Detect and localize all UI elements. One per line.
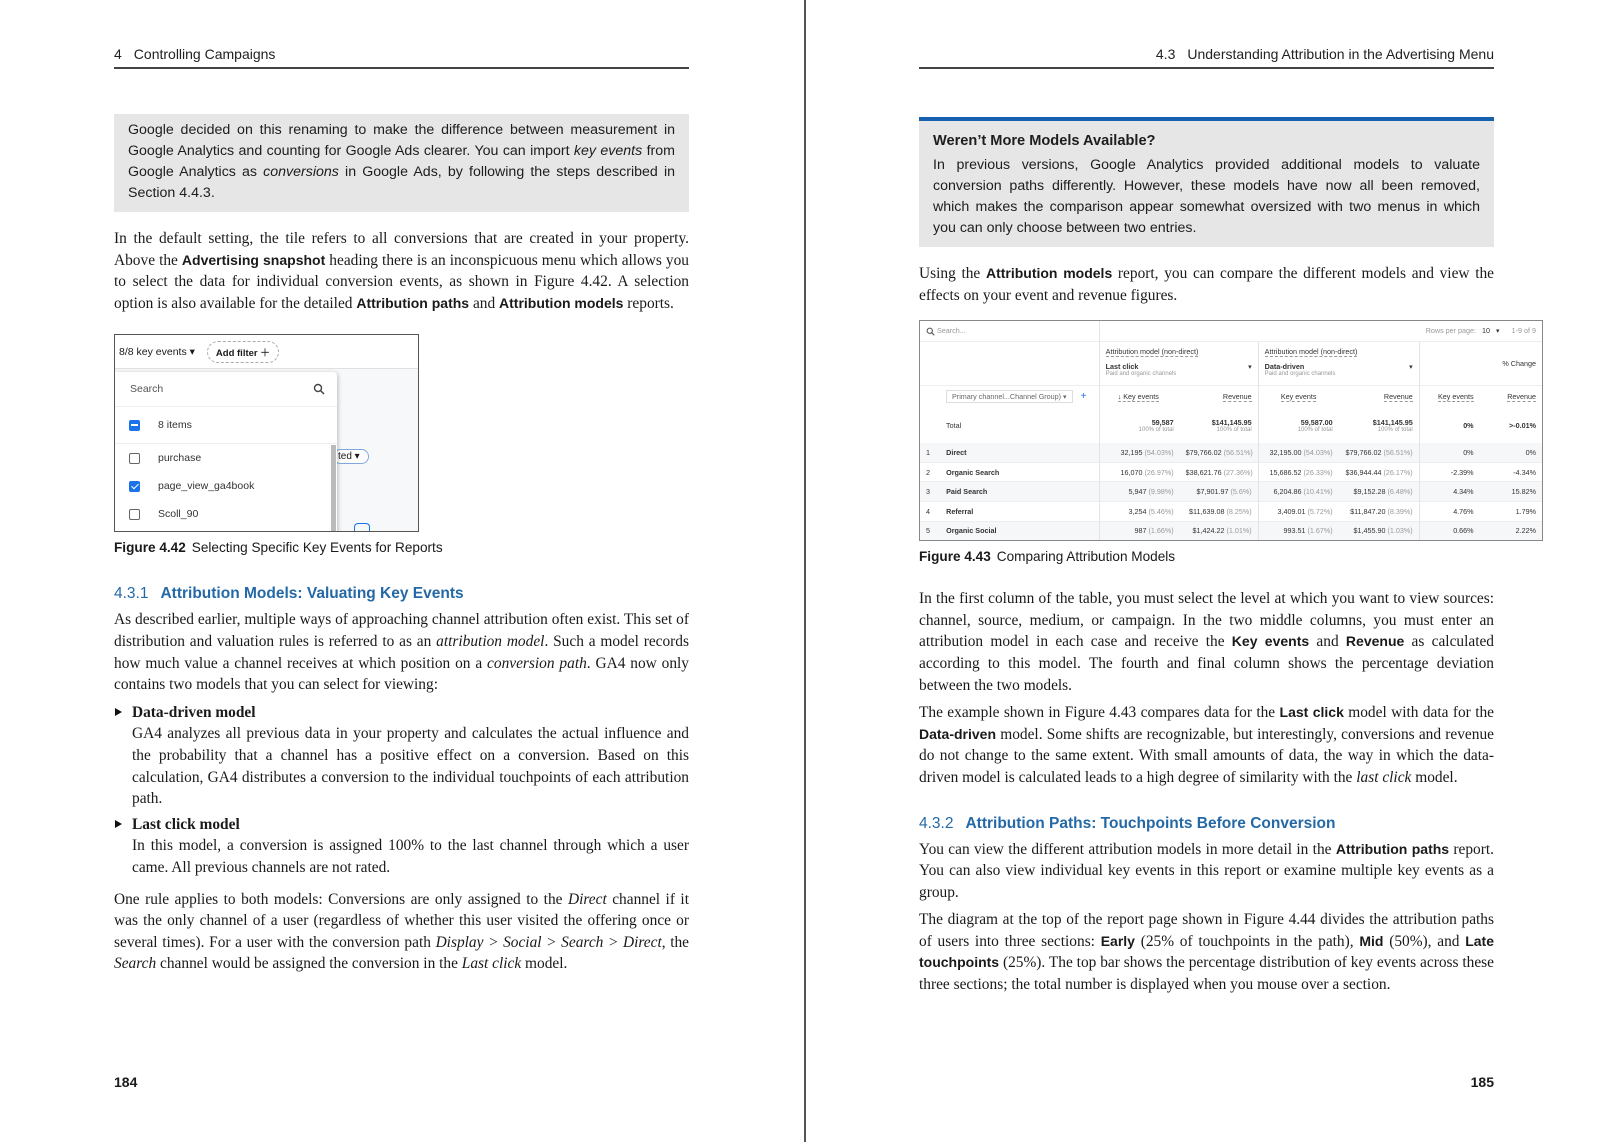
caption-number: Figure 4.42	[114, 540, 186, 556]
section-heading	[919, 815, 1494, 833]
add-filter-button[interactable]: Add filter ＋	[207, 341, 279, 363]
row-index: 2	[920, 462, 940, 482]
body-text	[919, 263, 1494, 306]
text: In the default setting, the tile refers to all conversions that are created in your property. Above the	[114, 230, 689, 269]
cell-value: 32,195.00	[1269, 447, 1302, 457]
text: model with data for the	[1343, 704, 1494, 722]
ui-term: Attribution paths	[1335, 840, 1450, 857]
text: . Such a model records how much value a channel receives at which position on a	[114, 632, 689, 672]
text: model.	[1411, 768, 1458, 786]
total-value: 59,587.00	[1300, 417, 1333, 427]
term: last click	[1356, 768, 1412, 786]
text: model.	[521, 955, 568, 973]
col-header: ↓ Key events	[1117, 391, 1159, 401]
cell-value: $7,901.97	[1196, 487, 1229, 497]
ui-term: Attribution models	[985, 265, 1113, 281]
section-heading	[114, 585, 689, 603]
body-text	[919, 839, 1494, 996]
ui-term: Late touchpoints	[919, 932, 1494, 971]
table-row[interactable]	[920, 462, 1542, 482]
paragraph	[114, 889, 689, 975]
scrollbar[interactable]	[331, 445, 336, 532]
total-change: >-0.01%	[1509, 420, 1536, 430]
term: Last click	[461, 955, 522, 973]
pct-of-total: 100% of total	[1377, 426, 1413, 433]
note-italic: key events	[573, 143, 643, 159]
col-key-events[interactable]	[1419, 385, 1479, 407]
row-index: 5	[920, 521, 940, 540]
cell-value: 3,409.01	[1277, 506, 1306, 516]
model-b-selector[interactable]	[1258, 341, 1419, 385]
text: report, you can compare the different models and view the effects on your event and revenue figures.	[919, 265, 1495, 304]
col-key-events[interactable]	[1258, 385, 1339, 407]
paragraph	[114, 609, 689, 695]
text: As described earlier, multiple ways of approaching channel attribution often exist. This set of distribution and valuation rules is referred to as an	[114, 611, 689, 650]
running-head	[114, 46, 689, 69]
cell-change: 4.76%	[1419, 501, 1479, 521]
cell-change: -2.39%	[1419, 462, 1479, 482]
list-item	[114, 702, 689, 810]
model-name: Last click	[1105, 361, 1139, 371]
term: Direct	[567, 890, 607, 908]
ui-term: Attribution models	[499, 294, 624, 311]
text: One rule applies to both models: Conversions are only assigned to the	[114, 890, 568, 908]
chevron-down-icon[interactable]: ▾	[1248, 361, 1252, 371]
ui-term: Data-driven	[919, 725, 997, 742]
note-box	[114, 114, 689, 212]
cell-pct: (8.39%)	[1387, 506, 1413, 516]
text: reports.	[623, 294, 674, 312]
table-row[interactable]	[920, 521, 1542, 540]
figure-caption	[114, 540, 689, 555]
cell-change: -4.34%	[1480, 462, 1542, 482]
cell-value: 32,195	[1120, 447, 1143, 457]
ui-term: Revenue	[1345, 633, 1405, 650]
model-header: Attribution model (non-direct)	[1105, 346, 1199, 356]
info-box-title: Weren’t More Models Available?	[933, 133, 1156, 149]
chevron-down-icon[interactable]: ▾	[1409, 361, 1413, 371]
figure-caption	[919, 549, 1494, 564]
term: attribution model	[436, 632, 545, 650]
col-header: Revenue	[1222, 391, 1252, 401]
cell-pct: (5.6%)	[1230, 487, 1252, 497]
cell-value: $79,766.02	[1185, 447, 1222, 457]
text: Using the	[919, 265, 986, 282]
section-title: Attribution Paths: Touchpoints Before Conversion	[965, 814, 1336, 832]
cell-pct: (6.48%)	[1387, 487, 1413, 497]
cell-value: $79,766.02	[1345, 447, 1382, 457]
body-text	[919, 588, 1494, 788]
text: The diagram at the top of the report page shown in Figure 4.44 divides the attribution paths of users into three sections:	[919, 911, 1494, 950]
body-text	[114, 228, 689, 314]
bullet-text: GA4 analyzes all previous data in your property and calculates the actual influence and the probability that a channel has a positive effect on a conversion. Based on this calculation, GA4 distributes a conversion to the individual touchpoints of each attribution path.	[132, 725, 689, 808]
cell-change: 4.34%	[1419, 482, 1479, 502]
list-item[interactable]	[115, 500, 337, 528]
search-input[interactable]	[115, 372, 337, 407]
pagination-count: 1-9 of 9	[1511, 326, 1536, 336]
cell-pct: (54.03%)	[1144, 447, 1174, 457]
total-value: $141,145.95	[1211, 417, 1252, 427]
section-number: 4.3.1	[114, 585, 149, 603]
model-name: Data-driven	[1264, 361, 1305, 371]
cell-pct: (1.67%)	[1307, 526, 1333, 536]
cell-pct: (26.33%)	[1303, 467, 1333, 477]
channel-name: Direct	[940, 443, 1099, 462]
total-value: 59,587	[1151, 417, 1174, 427]
cell-pct: (5.72%)	[1307, 506, 1333, 516]
running-head	[919, 46, 1494, 69]
text: (25% of touchpoints in the path),	[1134, 932, 1360, 950]
note-italic: conversions	[263, 164, 339, 180]
col-header: Revenue	[1507, 391, 1536, 401]
total-label: Total	[946, 420, 962, 430]
chart-shape-fragment	[354, 523, 370, 532]
cell-pct: (9.98%)	[1148, 487, 1174, 497]
cell-change: 2.22%	[1480, 521, 1542, 540]
note-text: in Google Ads, by following the steps described in Section 4.4.3.	[128, 164, 675, 201]
figure-4-43	[919, 320, 1536, 565]
text: and	[469, 294, 500, 312]
cell-value: 15,686.52	[1269, 467, 1302, 477]
cell-value: 16,070	[1120, 467, 1143, 477]
chapter-number: 4	[114, 46, 122, 62]
cell-pct: (1.01%)	[1226, 526, 1252, 536]
bullet-text: In this model, a conversion is assigned 100% to the last channel through which a user came. All previous channels are not rated.	[132, 837, 689, 876]
caption-text: Selecting Specific Key Events for Reports	[191, 540, 443, 556]
list-item[interactable]	[115, 472, 337, 500]
channel-name: Paid Search	[940, 482, 1099, 502]
bullet-list	[114, 702, 689, 879]
ui-term: Last click	[1279, 704, 1344, 721]
chevron-down-icon[interactable]: ▾	[1496, 326, 1500, 336]
cell-value: $11,847.20	[1350, 506, 1386, 516]
cell-value: $38,621.76	[1185, 467, 1222, 477]
search-placeholder: Search	[130, 383, 164, 396]
cell-value: 6,204.86	[1273, 487, 1302, 497]
page-number: 185	[1470, 1074, 1494, 1090]
table-row[interactable]	[920, 482, 1542, 502]
bullet-title: Data-driven model	[132, 703, 256, 721]
total-change: 0%	[1419, 407, 1479, 443]
cell-pct: (54.03%)	[1303, 447, 1333, 457]
text: . GA4 now only contains two models that you can select for viewing:	[114, 654, 689, 694]
col-revenue[interactable]	[1339, 385, 1420, 407]
cell-value: $1,455.90	[1353, 526, 1386, 536]
checkbox-checked[interactable]	[129, 481, 140, 492]
cell-pct: (56.51%)	[1223, 447, 1253, 457]
caption-number: Figure 4.43	[919, 549, 991, 565]
channel-name: Organic Search	[940, 462, 1099, 482]
note-text: from Google Analytics as	[128, 143, 675, 180]
cell-value: 993.51	[1283, 526, 1306, 536]
text: , the	[661, 933, 689, 951]
term: Search	[114, 955, 157, 973]
list-item[interactable]	[115, 444, 337, 472]
text: heading there is an inconspicuous menu which allows you to select the data for individual conversion events, as shown in Figure 4.42. A selection option is also available for the detailed	[114, 251, 689, 312]
total-row	[920, 407, 1542, 443]
row-index: 4	[920, 501, 940, 521]
col-header: Key events	[1438, 391, 1474, 401]
pct-of-total: 100% of total	[1297, 426, 1333, 433]
search-placeholder: Search...	[937, 326, 966, 336]
item-label: purchase	[158, 452, 202, 465]
row-index: 3	[920, 482, 940, 502]
channel-name: Organic Social	[940, 521, 1099, 540]
paragraph	[919, 588, 1494, 696]
text: channel would be assigned the conversion in the	[156, 955, 462, 973]
attribution-models-table	[919, 320, 1543, 541]
table-row[interactable]	[920, 501, 1542, 521]
term: Display > Social > Search > Direct	[435, 933, 662, 951]
cell-change: 0%	[1480, 443, 1542, 462]
checkbox[interactable]	[129, 509, 140, 520]
cell-value: $36,944.44	[1345, 467, 1382, 477]
paragraph	[919, 263, 1494, 306]
list-item	[114, 814, 689, 879]
select-all-row[interactable]	[115, 407, 337, 444]
bullet-title: Last click model	[132, 815, 240, 833]
dimension-label: Primary channel...Channel Group)	[952, 391, 1062, 401]
text: (25%). The top bar shows the percentage distribution of key events across these three sections; the total number is displayed when you mouse over a section.	[919, 954, 1494, 994]
rows-per-page-select[interactable]: 10	[1482, 326, 1491, 336]
cell-change: 15.82%	[1480, 482, 1542, 502]
body-text	[114, 609, 689, 975]
ui-term: Mid	[1359, 932, 1384, 949]
text: model. Some shifts are recognizable, but interestingly, conversions and revenue do not change to the same extent. With small amounts of data, the way in which the data-driven model is calculated leads to a high degree of similarity with the	[919, 725, 1494, 786]
model-sub: Paid and organic channels	[1264, 370, 1336, 377]
cell-pct: (26.97%)	[1144, 467, 1174, 477]
text: You can view the different attribution models in more detail in the	[919, 840, 1336, 858]
pct-of-total: 100% of total	[1216, 426, 1252, 433]
total-value: $141,145.95	[1372, 417, 1413, 427]
chapter-title: Controlling Campaigns	[133, 46, 276, 62]
col-revenue[interactable]	[1480, 385, 1542, 407]
text: as calculated according to this model. The fourth and final column shows the percentage deviation between the two models.	[919, 633, 1495, 694]
cell-change: 0.66%	[1419, 521, 1479, 540]
cell-pct: (5.46%)	[1148, 506, 1174, 516]
checkbox[interactable]	[129, 453, 140, 464]
ui-term: Key events	[1231, 633, 1310, 650]
dimension-select[interactable]: Primary channel...Channel Group) ▾	[946, 390, 1073, 403]
pagination-bar	[1099, 321, 1542, 341]
cell-pct: (8.25%)	[1226, 506, 1252, 516]
paragraph	[114, 228, 689, 314]
cell-pct: (10.41%)	[1303, 487, 1333, 497]
figure-4-42	[114, 334, 689, 555]
paragraph	[919, 839, 1494, 904]
indeterminate-checkbox[interactable]	[129, 420, 140, 431]
key-events-screenshot	[114, 334, 419, 532]
table-row[interactable]	[920, 443, 1542, 462]
page-gutter-divider	[804, 0, 806, 1142]
ui-term: Early	[1100, 932, 1135, 949]
cell-change: 1.79%	[1480, 501, 1542, 521]
section-title: Attribution Models: Valuating Key Events	[160, 585, 464, 603]
model-sub: Paid and organic channels	[1105, 370, 1177, 377]
item-label: Scoll_90	[158, 508, 199, 521]
row-index: 1	[920, 443, 940, 462]
background-pill: ted ▾	[333, 449, 369, 464]
info-box-text: In previous versions, Google Analytics provided additional models to valuate conversion paths differently. However, these models have now all been removed, which makes the comparison appear somewhat oversized with two menus in which you can only choose between two entries.	[933, 157, 1480, 236]
cell-value: 5,947	[1128, 487, 1147, 497]
change-header: % Change	[1419, 341, 1542, 385]
cell-value: 3,254	[1128, 506, 1147, 516]
sort-key-events[interactable]	[1099, 385, 1180, 407]
cell-value: $11,639.08	[1189, 506, 1225, 516]
section-number: 4.3	[1155, 46, 1176, 62]
model-header: Attribution model (non-direct)	[1264, 346, 1358, 356]
text: (50%), and	[1383, 932, 1466, 950]
text: and	[1309, 633, 1346, 651]
pct-of-total: 100% of total	[1138, 426, 1174, 433]
term: conversion path	[487, 654, 587, 672]
info-box	[919, 117, 1494, 247]
select-all-label: 8 items	[158, 419, 192, 432]
item-label: page_view_ga4book	[158, 480, 255, 493]
col-revenue[interactable]	[1180, 385, 1259, 407]
cell-value: $9,152.28	[1353, 487, 1386, 497]
cell-value: 987	[1134, 526, 1147, 536]
paragraph	[919, 702, 1494, 788]
cell-pct: (1.66%)	[1148, 526, 1174, 536]
cell-pct: (1.03%)	[1387, 526, 1413, 536]
cell-pct: (26.17%)	[1383, 467, 1413, 477]
model-a-selector[interactable]	[1099, 341, 1258, 385]
key-events-dropdown[interactable]: 8/8 key events ▾	[119, 345, 195, 358]
section-title: Understanding Attribution in the Advertising Menu	[1187, 46, 1494, 62]
search-icon	[926, 327, 935, 336]
section-number: 4.3.2	[919, 814, 954, 832]
text: channel if it was the only channel of a user (regardless of whether this user visited the offering once or several times). For a user with the conversion path	[114, 890, 689, 951]
key-events-panel	[115, 372, 337, 532]
caption-text: Comparing Attribution Models	[996, 549, 1176, 565]
channel-name: Referral	[940, 501, 1099, 521]
page-number: 184	[114, 1074, 138, 1090]
cell-change: 0%	[1419, 443, 1479, 462]
filter-bar	[115, 335, 418, 369]
cell-value: $1,424.22	[1192, 526, 1225, 536]
note-text: Google decided on this renaming to make the difference between measurement in Google Analytics and counting for Google Ads clearer. You can import	[128, 122, 675, 159]
col-header: Revenue	[1383, 391, 1413, 401]
rows-per-page-label: Rows per page:	[1425, 326, 1477, 336]
paragraph	[919, 909, 1494, 995]
add-dimension-icon[interactable]: +	[1080, 390, 1087, 402]
text: In the first column of the table, you must select the level at which you want to view sources: channel, source, medium, or campaign. In the two middle columns, you must enter an attribution model in each case and receive the	[919, 590, 1494, 651]
text: The example shown in Figure 4.43 compares data for the	[919, 704, 1280, 722]
text: report. You can also view individual key events in this report or examine multiple key events as a group.	[919, 840, 1495, 901]
table-search[interactable]	[920, 321, 1099, 341]
search-icon	[313, 383, 325, 395]
col-header: Key events	[1280, 391, 1317, 401]
ui-term: Advertising snapshot	[181, 251, 326, 268]
cell-pct: (56.51%)	[1383, 447, 1413, 457]
ui-term: Attribution paths	[356, 294, 470, 311]
cell-pct: (27.36%)	[1223, 467, 1253, 477]
